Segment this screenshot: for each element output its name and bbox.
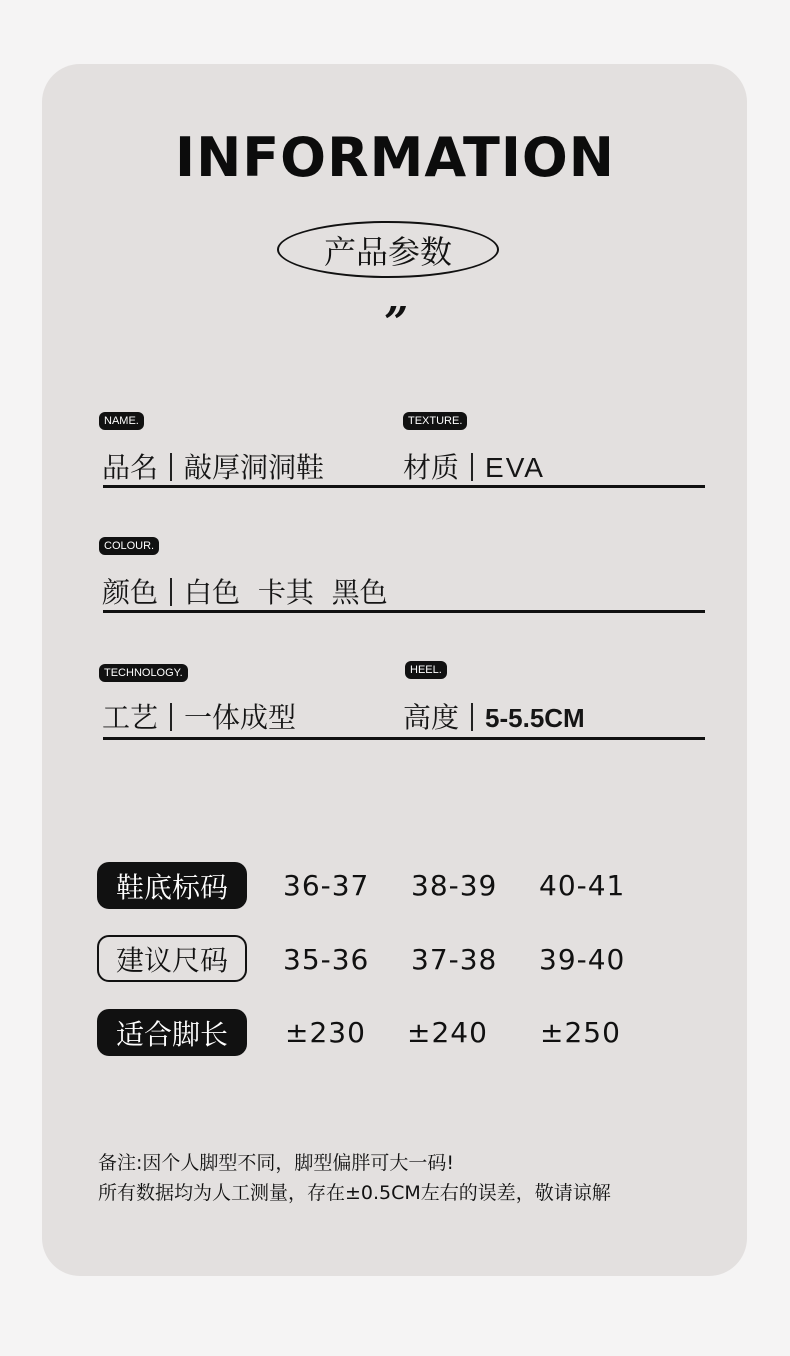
heel-field [403, 696, 585, 736]
texture-separator [471, 453, 473, 481]
size-sole-value-2: 38-39 [411, 869, 498, 902]
row3-rule [103, 737, 705, 740]
name-tag: NAME. [99, 412, 144, 430]
page-title: INFORMATION [174, 126, 616, 189]
heel-label: 高度 [403, 701, 460, 734]
heel-separator [471, 703, 473, 731]
foot-length-value-3: ±250 [540, 1016, 621, 1049]
size-sole-value-1: 36-37 [283, 869, 370, 902]
colour-value: 白色 卡其 黑色 [184, 576, 388, 609]
colour-label: 颜色 [102, 576, 159, 609]
texture-value: EVA [485, 452, 545, 483]
heel-value: 5-5.5CM [485, 703, 585, 733]
texture-tag: TEXTURE. [403, 412, 467, 430]
name-field [102, 446, 324, 486]
technology-value: 一体成型 [184, 701, 297, 734]
size-row-label-suggested: 建议尺码 [97, 935, 247, 982]
colour-field [102, 571, 388, 611]
row2-rule [103, 610, 705, 613]
size-sole-value-3: 40-41 [539, 869, 626, 902]
quote-mark: ” [384, 298, 409, 347]
foot-length-value-2: ±240 [407, 1016, 488, 1049]
texture-label: 材质 [403, 451, 460, 484]
colour-separator [170, 578, 172, 606]
texture-field [403, 446, 545, 486]
name-separator [170, 453, 172, 481]
size-row-label-foot-length: 适合脚长 [97, 1009, 247, 1056]
size-suggested-value-1: 35-36 [283, 943, 370, 976]
size-suggested-value-2: 37-38 [411, 943, 498, 976]
row1-rule [103, 485, 705, 488]
technology-tag: TECHNOLOGY. [99, 664, 188, 682]
name-value: 敲厚洞洞鞋 [184, 451, 325, 484]
technology-separator [170, 703, 172, 731]
foot-length-value-1: ±230 [285, 1016, 366, 1049]
note-line-2: 所有数据均为人工测量，存在±0.5CM左右的误差，敬请谅解 [98, 1182, 611, 1204]
size-row-label-sole: 鞋底标码 [97, 862, 247, 909]
name-label: 品名 [102, 451, 159, 484]
subtitle: 产品参数 [323, 232, 452, 271]
size-suggested-value-3: 39-40 [539, 943, 626, 976]
technology-label: 工艺 [102, 701, 159, 734]
note-line-1: 备注:因个人脚型不同，脚型偏胖可大一码! [98, 1152, 455, 1174]
heel-tag: HEEL. [405, 661, 447, 679]
subtitle-oval [277, 221, 499, 278]
technology-field [102, 696, 296, 736]
colour-tag: COLOUR. [99, 537, 159, 555]
